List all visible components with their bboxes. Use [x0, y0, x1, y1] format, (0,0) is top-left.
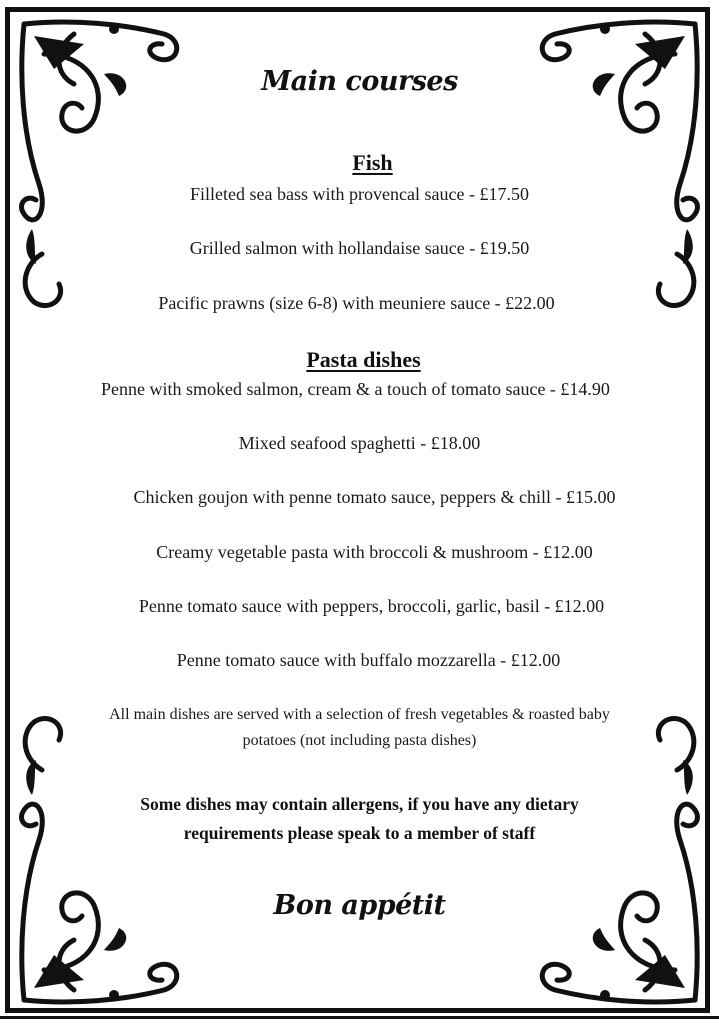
bottom-rule	[0, 1016, 719, 1019]
menu-item: Chicken goujon with penne tomato sauce, peppers & chill - £15.00	[133, 487, 616, 507]
section-heading-fish: Fish	[352, 150, 393, 175]
corner-flourish-bottom-right-icon	[535, 710, 705, 1010]
closing-greeting: Bon appétit	[273, 890, 446, 921]
allergen-notice: requirements please speak to a member of staff	[183, 823, 536, 843]
allergen-notice: Some dishes may contain allergens, if you have any dietary	[140, 794, 579, 814]
menu-item: Pacific prawns (size 6-8) with meuniere sauce - £22.00	[158, 293, 555, 313]
menu-item: Grilled salmon with hollandaise sauce - £19.50	[189, 238, 530, 258]
menu-item: Mixed seafood spaghetti - £18.00	[238, 433, 481, 453]
corner-flourish-bottom-left-icon	[14, 710, 184, 1010]
menu-item: Penne tomato sauce with buffalo mozzarella - £12.00	[176, 650, 561, 670]
menu-item: Creamy vegetable pasta with broccoli & mushroom - £12.00	[156, 542, 593, 562]
menu-title: Main courses	[261, 66, 458, 97]
served-with-note: potatoes (not including pasta dishes)	[242, 732, 477, 749]
menu-item: Filleted sea bass with provencal sauce - £17.50	[190, 184, 529, 204]
menu-item: Penne tomato sauce with peppers, broccoli, garlic, basil - £12.00	[138, 596, 605, 616]
served-with-note: All main dishes are served with a selection of fresh vegetables & roasted baby	[109, 706, 610, 723]
section-heading-pasta: Pasta dishes	[306, 347, 421, 372]
menu-item: Penne with smoked salmon, cream & a touch of tomato sauce - £14.90	[101, 379, 610, 399]
